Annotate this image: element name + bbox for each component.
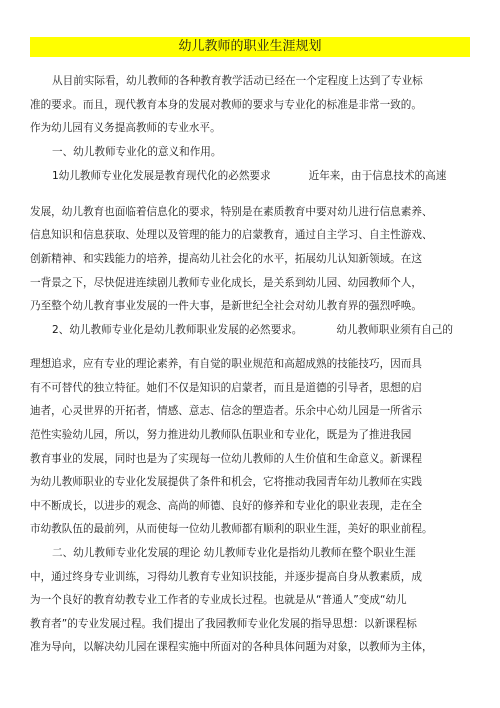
text-line: 一背景之下，尽快促进连续剧儿教师专业化成长，是关系到幼儿园、幼园教师个人， — [30, 277, 422, 289]
text-line: 创新精神、和实践能力的培养，提高幼儿社会化的水平，拓展幼儿认知新领域。在这 — [30, 253, 422, 265]
text-fragment: 近年来，由于信息技术的高速 — [308, 170, 447, 182]
text-line: 范性实验幼儿园，所以，努力推进幼儿教师队伍职业和专业化，既是为了推进我园 — [30, 429, 412, 441]
section-heading-line: 二、幼儿教师专业化发展的理论 幼儿教师专业化是指幼儿教师在整个职业生涯 — [52, 547, 416, 559]
text-line: 理想追求，应有专业的理论素养，有自觉的职业规范和高超成熟的技能技巧，因而具 — [30, 358, 422, 370]
text-line: 乃至整个幼儿教育事业发展的一件大事，是新世纪全社会对幼儿教育界的强烈呼唤。 — [30, 300, 422, 312]
document-title: 幼儿教师的职业生涯规划 — [178, 39, 322, 54]
text-line: 准的要求。而且，现代教育本身的发展对教师的要求与专业化的标准是非常一致的。 — [30, 99, 422, 111]
text-line: 信息知识和信息获取、处理以及管理的能力的启蒙教育，通过自主学习、自主性游戏、 — [30, 229, 433, 241]
subsection-heading: 1幼儿教师专业化发展是教育现代化的必然要求 — [52, 170, 271, 182]
subsection-heading: 2、幼儿教师专业化是幼儿教师职业发展的必然要求。 — [52, 324, 303, 336]
text-line: 为一个良好的教育幼教专业工作者的专业成长过程。也就是从“普通人”变成“幼儿 — [30, 594, 407, 606]
text-line: 教育事业的发展，同时也是为了实现每一位幼儿教师的人生价值和生命意义。新课程 — [30, 453, 422, 465]
text-line: 有不可替代的独立特征。她们不仅是知识的启蒙者，而且是道德的引导者，思想的启 — [30, 382, 422, 394]
text-line: 发展，幼儿教育也面临着信息化的要求，特别是在素质教育中要对幼儿进行信息素养、 — [30, 206, 433, 218]
text-line: 教育者”的专业发展过程。我们提出了我园教师专业化发展的指导思想：以新课程标 — [30, 618, 417, 630]
text-line-split — [52, 169, 446, 183]
text-fragment: 幼儿教师职业须有自己的 — [336, 324, 453, 336]
text-line: 从目前实际看，幼儿教师的各种教育教学活动已经在一个定程度上达到了专业标 — [52, 75, 423, 87]
text-line: 迪者，心灵世界的开拓者，情感、意志、信念的塑造者。乐余中心幼儿园是一所省示 — [30, 405, 422, 417]
text-line: 中，通过终身专业训练，习得幼儿教育专业知识技能，并逐步提高自身从教素质，成 — [30, 571, 422, 583]
text-line: 为幼儿教师职业的专业化发展提供了条件和机会，它将推动我园青年幼儿教师在实践 — [30, 476, 422, 488]
text-line: 作为幼儿园有义务提高教师的专业水平。 — [30, 122, 221, 134]
text-line: 准为导向，以解决幼儿园在课程实施中所面对的各种具体问题为对象，以教师为主体， — [30, 641, 433, 653]
text-line: 市幼教队伍的最前列，从而使每一位幼儿教师都有顺利的职业生涯，美好的职业前程。 — [30, 523, 433, 535]
text-line-split — [52, 323, 453, 337]
document-title-bar — [30, 37, 470, 57]
section-heading: 一、幼儿教师专业化的意义和作用。 — [52, 146, 222, 158]
text-line: 中不断成长，以进步的观念、高尚的师德、良好的修养和专业化的职业表现，走在全 — [30, 500, 422, 512]
